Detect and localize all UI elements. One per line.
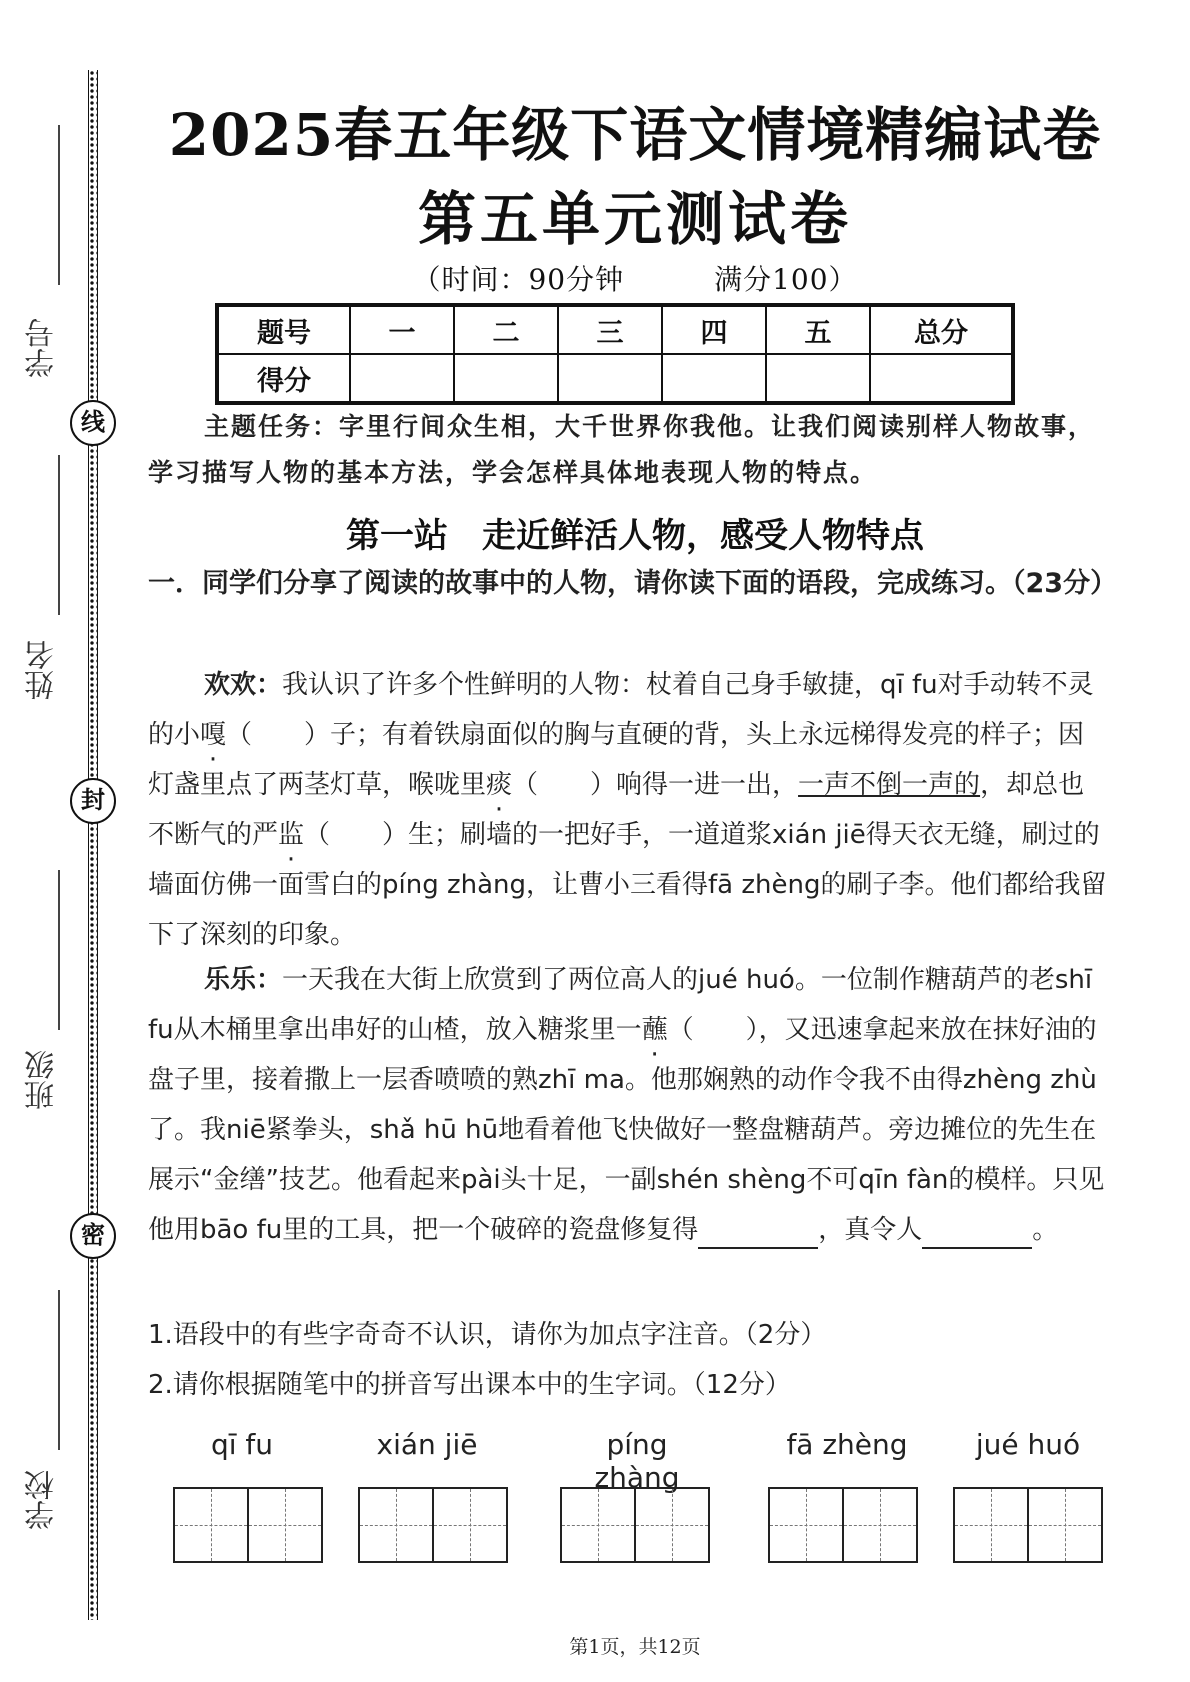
character-grid[interactable] xyxy=(768,1487,918,1563)
score-input-cell[interactable] xyxy=(350,354,454,403)
score-cell-header: 一 xyxy=(350,305,454,354)
grid-cell[interactable] xyxy=(360,1489,434,1561)
passage-text: 。 xyxy=(1032,1215,1059,1245)
full-score: 满分100） xyxy=(714,263,858,296)
grid-cell[interactable] xyxy=(1029,1489,1101,1561)
name-label: 姓名 xyxy=(25,640,60,700)
name-line xyxy=(58,455,60,615)
pinyin-label: fā zhèng xyxy=(786,1428,908,1461)
score-table xyxy=(215,303,1015,405)
grid-cell[interactable] xyxy=(562,1489,636,1561)
grid-cell[interactable] xyxy=(249,1489,321,1561)
question-1-title: 一．同学们分享了阅读的故事中的人物，请你读下面的语段，完成练习。（23分） xyxy=(148,568,1118,599)
score-cell-header: 四 xyxy=(662,305,766,354)
dotted-char: 监 xyxy=(278,820,305,850)
score-input-cell[interactable] xyxy=(662,354,766,403)
score-input-cell[interactable] xyxy=(454,354,558,403)
pinyin-label: píng zhàng xyxy=(594,1428,680,1494)
passage-text: （ ）响得一进一出， xyxy=(512,770,799,800)
seal-seal-mark: 封 xyxy=(70,778,116,824)
passage-huanhuan xyxy=(148,660,1110,960)
school-label: 学校 xyxy=(25,1470,60,1530)
seal-secret-mark: 密 xyxy=(70,1213,116,1259)
score-table-score-row xyxy=(217,354,1013,403)
passage-text: （ ）生；刷墙的一把好手，一道道浆xián jiē得天衣无缝，刷过的墙面仿佛一面雪白的píng zhàng，让曹小三看得fā zhèng的刷子李。他们都给我留下了深刻的印象。 xyxy=(148,820,1107,950)
passage-text: （ ）子；有着铁扇面似的胸与直硬的背，头上永远梯得发亮的样子；因灯盏里点了两茎灯草，喉咙里 xyxy=(148,720,1085,800)
class-line xyxy=(58,870,60,1030)
score-input-cell[interactable] xyxy=(766,354,870,403)
passage-text: ，真令人 xyxy=(818,1215,923,1245)
theme-task-text: 主题任务：字里行间众生相，大千世界你我他。让我们阅读别样人物故事，学习描写人物的基本方法，学会怎样具体地表现人物的特点。 xyxy=(148,412,1096,487)
score-cell-header: 三 xyxy=(558,305,662,354)
score-input-cell[interactable] xyxy=(558,354,662,403)
character-grid[interactable] xyxy=(560,1487,710,1563)
score-table-header-row xyxy=(217,305,1013,354)
grid-cell[interactable] xyxy=(955,1489,1029,1561)
score-row-label: 得分 xyxy=(217,354,350,403)
score-cell-header: 总分 xyxy=(870,305,1013,354)
character-grid[interactable] xyxy=(953,1487,1103,1563)
page-footer: 第1页，共12页 xyxy=(569,1636,701,1658)
exam-title: 2025春五年级下语文情境精编试卷 xyxy=(168,101,1102,169)
sub-question-1: 1.语段中的有些字奇奇不认识，请你为加点字注音。（2分） xyxy=(148,1320,827,1350)
passage-text: 一天我在大街上欣赏到了两位高人的jué huó。一位制作糖葫芦的老shī fu从木桶里拿出串好的山楂，放入糖浆里一 xyxy=(148,965,1093,1045)
answer-blank[interactable] xyxy=(698,1213,818,1249)
grid-cell[interactable] xyxy=(636,1489,708,1561)
seal-line-mark: 线 xyxy=(70,400,116,446)
student-id-label: 学号 xyxy=(25,318,60,378)
speaker-huanhuan: 欢欢： xyxy=(204,670,283,700)
station-heading: 第一站 走近鲜活人物，感受人物特点 xyxy=(346,516,924,556)
student-id-line xyxy=(58,125,60,285)
grid-cell[interactable] xyxy=(175,1489,249,1561)
dotted-char: 嘎 xyxy=(200,720,227,750)
underlined-phrase: 一声不倒一声的 xyxy=(798,770,981,800)
sub-questions xyxy=(148,1310,1110,1410)
speaker-lele: 乐乐： xyxy=(204,965,283,995)
sub-question-2: 2.请你根据随笔中的拼音写出课本中的生字词。（12分） xyxy=(148,1370,791,1400)
score-cell-header: 题号 xyxy=(217,305,350,354)
passage-lele xyxy=(148,955,1110,1255)
grid-cell[interactable] xyxy=(844,1489,916,1561)
passage-text: ，却总也不断气的严 xyxy=(148,770,1085,850)
dotted-char: 痰 xyxy=(486,770,513,800)
pinyin-label: xián jiē xyxy=(376,1428,478,1461)
binding-line xyxy=(88,70,98,1620)
time-limit: （时间：90分钟 xyxy=(412,263,625,296)
pinyin-label: qī fu xyxy=(210,1428,274,1461)
grid-cell[interactable] xyxy=(770,1489,844,1561)
passage-text: 我认识了许多个性鲜明的人物：杖着自己身手敏捷，qī fu对手动转不灵的小 xyxy=(148,670,1094,750)
passage-text: （ ），又迅速拿起来放在抹好油的盘子里，接着撒上一层香喷喷的熟zhī ma。他那娴熟的动作令我不由得zhèng zhù了。我niē紧拳头，shǎ hū hū地看着他飞快做好一整盘糖葫芦。旁边摊位的先生在展示“金缮”技艺。他看起来pài头十足，一副shén shèng不可qīn fàn的模样。只见他用bāo fu里的工具，把一个破碎的瓷盘修复得 xyxy=(148,1015,1105,1245)
class-label: 班级 xyxy=(25,1050,60,1110)
dotted-char: 蘸 xyxy=(641,1015,668,1045)
character-grid[interactable] xyxy=(173,1487,323,1563)
score-cell-header: 二 xyxy=(454,305,558,354)
answer-blank[interactable] xyxy=(922,1213,1032,1249)
pinyin-label: jué huó xyxy=(975,1428,1081,1461)
character-grid[interactable] xyxy=(358,1487,508,1563)
school-line xyxy=(58,1290,60,1450)
score-input-cell[interactable] xyxy=(870,354,1013,403)
grid-cell[interactable] xyxy=(434,1489,506,1561)
time-info xyxy=(130,258,1140,298)
theme-task xyxy=(148,404,1110,496)
score-cell-header: 五 xyxy=(766,305,870,354)
unit-title: 第五单元测试卷 xyxy=(417,185,852,253)
